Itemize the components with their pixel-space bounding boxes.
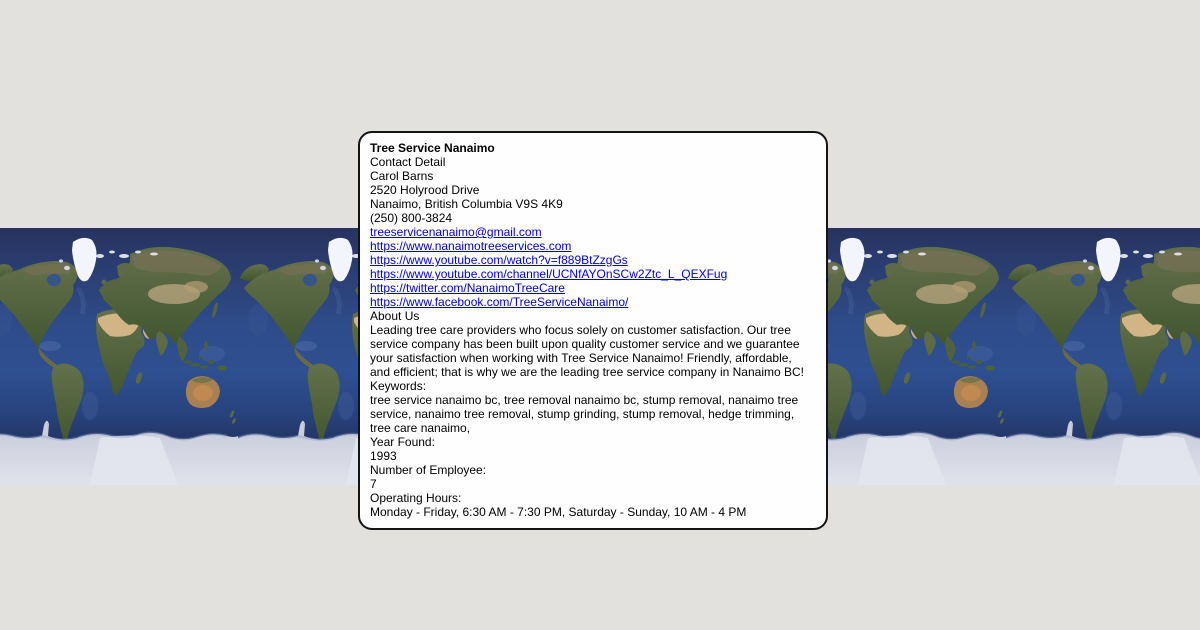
about-heading: About Us [370, 309, 420, 323]
address-city: Nanaimo, British Columbia V9S 4K9 [370, 197, 563, 211]
employees-value: 7 [370, 477, 377, 491]
contact-heading: Contact Detail [370, 155, 446, 169]
address-street: 2520 Holyrood Drive [370, 183, 480, 197]
twitter-link[interactable]: https://twitter.com/NanaimoTreeCare [370, 281, 565, 295]
about-text: Leading tree care providers who focus solely on customer satisfaction. Our tree service company has been built upon quality customer service and we guarantee your satisfaction when working with Tree Service Nanaimo! Friendly, affordable, and efficient; that is why we are the leading tree service company in Nanaimo BC! [370, 323, 805, 379]
year-founded-heading: Year Found: [370, 435, 435, 449]
employees-heading: Number of Employee: [370, 463, 487, 477]
email-link[interactable]: treeservicenanaimo@gmail.com [370, 225, 542, 239]
keywords-text: tree service nanaimo bc, tree removal nanaimo bc, stump removal, nanaimo tree service, nanaimo tree removal, stump grinding, stump removal, hedge trimming, tree care nanaimo, [370, 393, 799, 435]
youtube-video-link[interactable]: https://www.youtube.com/watch?v=f889BtZzgGs [370, 253, 628, 267]
phone-number: (250) 800-3824 [370, 211, 453, 225]
youtube-channel-link[interactable]: https://www.youtube.com/channel/UCNfAYOnSCw2Ztc_L_QEXFug [370, 267, 728, 281]
contact-name: Carol Barns [370, 169, 434, 183]
business-card [358, 131, 828, 530]
website-link[interactable]: https://www.nanaimotreeservices.com [370, 239, 572, 253]
keywords-heading: Keywords: [370, 379, 427, 393]
hours-heading: Operating Hours: [370, 491, 462, 505]
card-title: Tree Service Nanaimo [370, 141, 495, 155]
hours-value: Monday - Friday, 6:30 AM - 7:30 PM, Saturday - Sunday, 10 AM - 4 PM [370, 505, 747, 519]
facebook-link[interactable]: https://www.facebook.com/TreeServiceNanaimo/ [370, 295, 629, 309]
year-founded-value: 1993 [370, 449, 397, 463]
